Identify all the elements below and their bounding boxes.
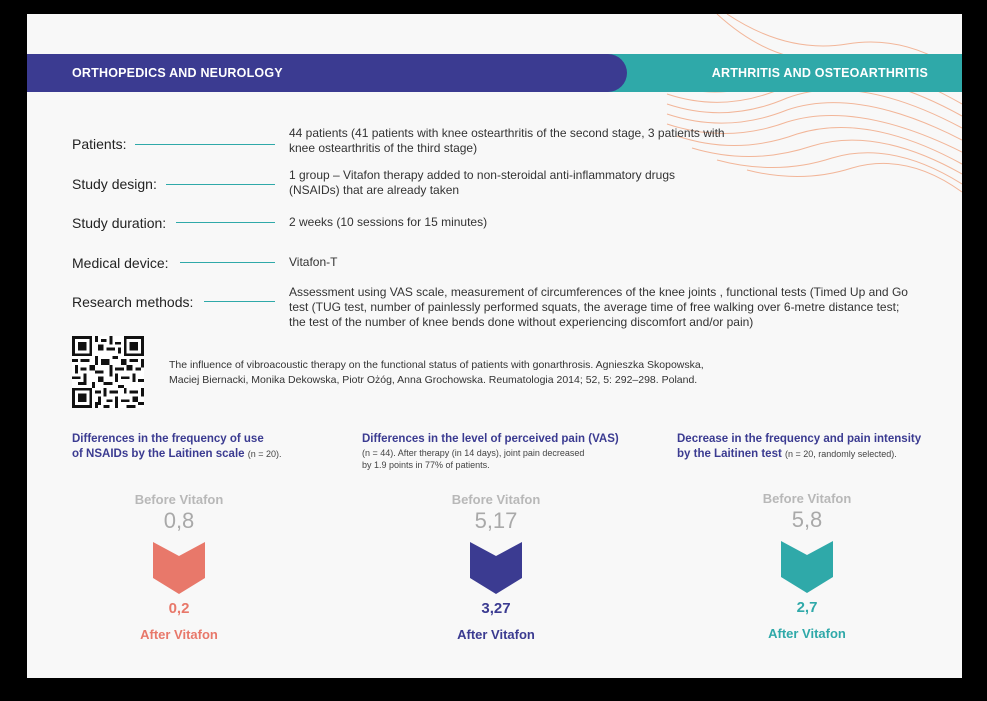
medical-device-label: Medical device:	[72, 255, 169, 271]
header-category-band	[27, 54, 627, 92]
result-title: Differences in the frequency of use	[72, 433, 264, 445]
stat-laitinen	[727, 491, 887, 641]
study-design-row	[72, 168, 932, 206]
after-value: 0,2	[168, 600, 190, 617]
study-duration-value: 2 weeks (10 sessions for 15 minutes)	[289, 215, 488, 229]
connector-line	[166, 184, 275, 185]
before-value: 0,8	[163, 508, 195, 533]
before-label: Before Vitafon	[134, 492, 224, 507]
header-topic: ARTHRITIS AND OSTEOARTHRITIS	[711, 66, 928, 80]
medical-device-row	[72, 255, 932, 275]
after-label: After Vitafon	[768, 626, 846, 641]
reference-line: The influence of vibroacoustic therapy on the functional status of patients with gonarthrosis. Agnieszka Skopowska,	[169, 359, 704, 371]
connector-line	[204, 301, 275, 302]
medical-device-value: Vitafon-T	[289, 255, 338, 269]
patients-label: Patients:	[72, 136, 127, 152]
patients-row	[72, 126, 932, 164]
result-block-vas	[362, 432, 652, 471]
result-note: by 1.9 points in 77% of patients.	[362, 460, 490, 470]
qr-code-icon	[72, 336, 144, 408]
before-label: Before Vitafon	[451, 492, 541, 507]
result-title: Decrease in the frequency and pain intensity	[677, 433, 922, 445]
connector-line	[176, 222, 275, 223]
result-note: (n = 20).	[247, 449, 282, 459]
result-note: (n = 44). After therapy (in 14 days), joint pain decreased	[362, 448, 585, 458]
after-label: After Vitafon	[457, 627, 535, 642]
result-block-laitinen	[677, 432, 947, 462]
down-chevron-icon	[153, 542, 205, 594]
before-label: Before Vitafon	[762, 491, 852, 506]
after-value: 3,27	[481, 600, 511, 617]
result-note: (n = 20, randomly selected).	[785, 449, 897, 459]
header-topic-band	[587, 54, 962, 92]
before-value: 5,17	[474, 508, 518, 533]
reference-line: Maciej Biernacki, Monika Dekowska, Piotr Ożóg, Anna Grochowska. Reumatologia 2014; 52, 5: 292–298. Poland.	[169, 374, 698, 386]
stat-vas	[416, 492, 576, 642]
result-title: by the Laitinen test	[677, 448, 782, 460]
study-duration-row	[72, 215, 932, 235]
header-category: ORTHOPEDICS AND NEUROLOGY	[72, 66, 283, 80]
study-design-value: 1 group – Vitafon therapy added to non-steroidal anti-inflammatory drugs (NSAIDs) that are already taken	[289, 168, 676, 197]
result-block-nsaids	[72, 432, 342, 462]
after-label: After Vitafon	[140, 627, 218, 642]
research-methods-label: Research methods:	[72, 294, 194, 310]
result-title: Differences in the level of perceived pain (VAS)	[362, 433, 619, 445]
reference-citation	[169, 358, 809, 388]
after-value: 2,7	[796, 599, 818, 616]
connector-line	[180, 262, 275, 263]
study-design-label: Study design:	[72, 176, 157, 192]
research-methods-value: Assessment using VAS scale, measurement of circumferences of the knee joints , functional tests (Timed Up and Go test (TUG test, number of painlessly performed squats, the average time of free walking over 6-metre distance test; the test of the number of knee bends done without experiencing discomfort and/or pain)	[289, 285, 908, 329]
down-chevron-icon	[470, 542, 522, 594]
info-card	[27, 14, 962, 678]
down-chevron-icon	[781, 541, 833, 593]
research-methods-row	[72, 285, 932, 334]
before-value: 5,8	[791, 507, 823, 532]
patients-value: 44 patients (41 patients with knee ostearthritis of the second stage, 3 patients with knee ostearthritis of the third stage)	[289, 126, 725, 155]
study-duration-label: Study duration:	[72, 215, 167, 231]
result-title: of NSAIDs by the Laitinen scale	[72, 448, 245, 460]
stat-nsaids	[99, 492, 259, 642]
connector-line	[135, 144, 275, 145]
